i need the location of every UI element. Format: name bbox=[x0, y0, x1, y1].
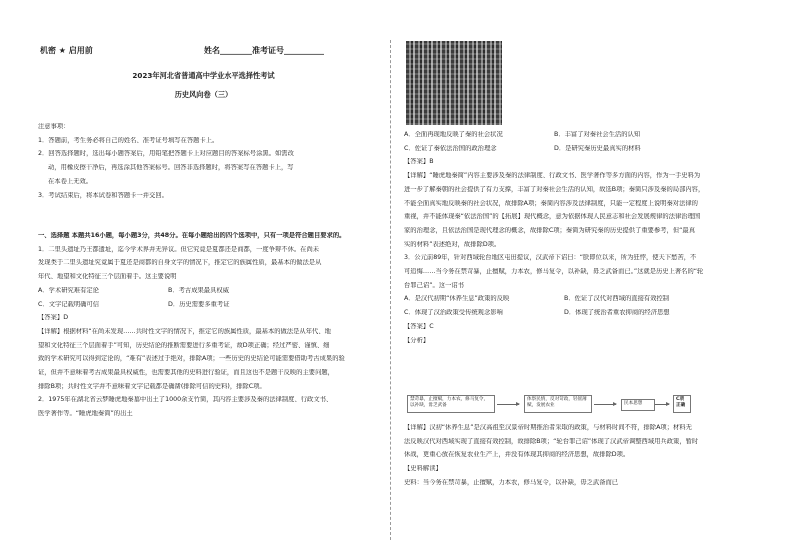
confidential-label: 机密 ★ 启用前 bbox=[40, 46, 93, 55]
question-line: 台罪己诏”。这一诏书 bbox=[404, 281, 464, 289]
analysis-line: 【详解】根据材料“在尚未发现……共时性文字的情况下，推定它的族属性质，最基本的做法是从年代、地 bbox=[38, 327, 331, 335]
flow-box-source: 禁苛暴，止擅赋，力本农，修马复令，以补缺，毋乏武备 bbox=[407, 395, 495, 413]
answer-label: 【答案】C bbox=[404, 322, 434, 330]
option-c: C．体现了汉治政策受传统观念影响 bbox=[404, 309, 503, 317]
question-line: 可追悔……当今务在禁苛暴，止擅赋，力本农，修马复令，以补缺，毋乏武备而已。”这就是历史上著名的“轮 bbox=[404, 268, 704, 276]
option-d: D．历史需要多重考证 bbox=[168, 300, 230, 308]
notice-item: 3．考试结束后，将本试卷和答题卡一并交回。 bbox=[38, 191, 168, 199]
question-line: 年代、地望和文化特征三个层面着手。这主要说明 bbox=[38, 273, 177, 281]
notice-item: 动，用橡皮擦干净后，再选涂其他答案标号。回答非选择题时，将答案写在答题卡上，写 bbox=[48, 164, 294, 172]
analysis-line: 致的学术研究可以得到定论的，“难有”表述过于绝对，排除A项；一些历史的史结论可能需要借助考古成果的验 bbox=[38, 355, 345, 363]
flow-arrow bbox=[594, 404, 616, 405]
question-line: 3．公元前89年，针对西域轮台地区屯田提议，汉武帝下诏曰：“朕即位以来，所为狂悖，使天下愁苦，不 bbox=[404, 254, 697, 262]
option-a: A．学术研究难有定论 bbox=[38, 286, 99, 294]
question-3-analysis bbox=[404, 424, 764, 488]
name-field-label: 姓名________准考证号__________ bbox=[204, 46, 324, 55]
column-divider bbox=[390, 40, 391, 540]
flow-box-answer: C项正确 bbox=[673, 395, 691, 413]
notice-item: 2．回答选择题时，选出每小题答案后，用铅笔把答题卡上对应题目的答案标号涂黑。如需改 bbox=[38, 150, 294, 158]
option-d: D．体现了统治者重农抑商的经济思想 bbox=[564, 309, 670, 317]
analysis-heading: 【分析】 bbox=[404, 336, 430, 344]
analysis-line: 证，但并不意味着考古成果最具权威性，也需要其他的史料进行验证，而且这也不是题干反映的主要问题， bbox=[38, 369, 334, 377]
flow-arrow bbox=[655, 404, 669, 405]
analysis-line: 不能全面真实地反映秦的社会状况，故排除A项；秦简内容涉及法律制度，只能一定程度上说明秦对法律的 bbox=[404, 199, 698, 207]
analysis-line: 家的治理念，且依法治国是现代理念的概念，故排除C项；秦简为研究秦的历史提供了重要参考，但“最真 bbox=[404, 226, 696, 234]
question-line: 1．二里头遗址乃王都遗址，迄今学术界并无异议。但它究竟是夏都还是商都，一度争辩不休。在尚未 bbox=[38, 245, 320, 253]
flow-arrow bbox=[497, 404, 519, 405]
question-1-block bbox=[38, 232, 371, 419]
flow-box-meaning: 体察民情，反对苛政，轻徭薄赋，发展农业 bbox=[524, 395, 592, 413]
option-b: B．佐证了汉代对西域的直接有效控制 bbox=[564, 295, 670, 303]
analysis-line: 【详解】“睡虎地秦简”内容主要涉及秦的法律制度、行政文书、医学著作等多方面的内容，作为一手史料为 bbox=[404, 172, 701, 180]
option-b: B．丰富了对秦社会生活的认知 bbox=[554, 131, 641, 138]
source-heading: 【史料解读】 bbox=[404, 465, 442, 473]
answer-label: 【答案】B bbox=[404, 158, 434, 166]
analysis-flow-diagram bbox=[407, 394, 689, 416]
question-line: 医学著作等。“睡虎地秦简”的出土 bbox=[38, 410, 133, 418]
analysis-line: 排除B项；共时性文字并不意味着文字记载都是确凿(排除可信的史料)，排除C项。 bbox=[38, 382, 266, 390]
section-heading: 一、选择题 本题共16小题，每小题3分，共48分。在每小题给出的四个选项中，只有一项是符合题目要求的。 bbox=[38, 232, 346, 239]
analysis-line: 【详解】汉初“休养生息”是汉高祖至汉景帝时期推治者采取的政策，与材料时间不符，排除A项；材料无 bbox=[404, 424, 692, 431]
analysis-line: 进一步了解秦朝的社会提供了有力支撑，丰富了对秦社会生活的认知，故选B项；秦简只涉及秦的局部内容， bbox=[404, 185, 705, 193]
analysis-line: 实的材料”表述绝对，故排除D项。 bbox=[404, 240, 501, 248]
analysis-line: 望和文化特征三个层面着手”可知，历史结论的推断需要进行多重考证，故D项正确；经过严密、谨慎、细 bbox=[38, 341, 330, 349]
notice-heading: 注意事项： bbox=[38, 123, 70, 130]
analysis-line: 休战，更重心放在恢复农业生产上，并没有体现其抑商的经济思想，故排除D项。 bbox=[404, 451, 630, 459]
flow-box-thought: 民本思想 bbox=[621, 399, 655, 411]
option-a: A．是汉代初期“休养生息”政策的反映 bbox=[404, 295, 510, 303]
notice-item: 1．答题前，考生务必将自己的姓名、准考证号填写在答题卡上。 bbox=[38, 136, 219, 144]
source-text: 史料：当今务在禁苛暴，止擅赋，力本农，修马复令，以补缺，毋乏武备而已 bbox=[404, 478, 619, 486]
notice-item: 在本卷上无效。 bbox=[48, 177, 93, 185]
answer-label: 【答案】D bbox=[38, 314, 69, 322]
bamboo-slips-image bbox=[406, 41, 502, 125]
exam-title: 2023年河北省普通高中学业水平选择性考试 bbox=[132, 71, 275, 80]
option-b: B．考古成果最具权威 bbox=[168, 286, 229, 294]
notice-block bbox=[38, 123, 371, 200]
analysis-line: 重视，并不能体现秦“依法治国”的【拓展】现代概念，意为依据体现人民意志和社会发展规律的法律治理国 bbox=[404, 213, 701, 221]
exam-subtitle: 历史风向卷（三） bbox=[174, 90, 233, 99]
option-a: A．全面再现地反映了秦的社会状况 bbox=[404, 131, 503, 138]
option-c: C．文字记载明确可信 bbox=[38, 300, 100, 308]
option-c: C．佐证了秦依法治国的政治理念 bbox=[404, 144, 497, 152]
option-d: D．是研究秦历史最真实的材料 bbox=[554, 144, 641, 152]
question-line: 2．1975年在湖北省云梦睡虎地秦墓中出土了1000余支竹简，其内容主要涉及秦的法律制度、行政文书、 bbox=[38, 396, 333, 404]
analysis-line: 法反映汉代对西域实现了直接有效控制，故排除B项；“轮台罪己诏”体现了汉武帝调整西域用兵政策，暂时 bbox=[404, 437, 699, 445]
question-2-block bbox=[404, 131, 764, 345]
question-line: 发现类于二里头遗址究竟属于夏还是商都的自身文字的情况下，推定它的族属性质，最基本的做法是从 bbox=[38, 259, 322, 267]
